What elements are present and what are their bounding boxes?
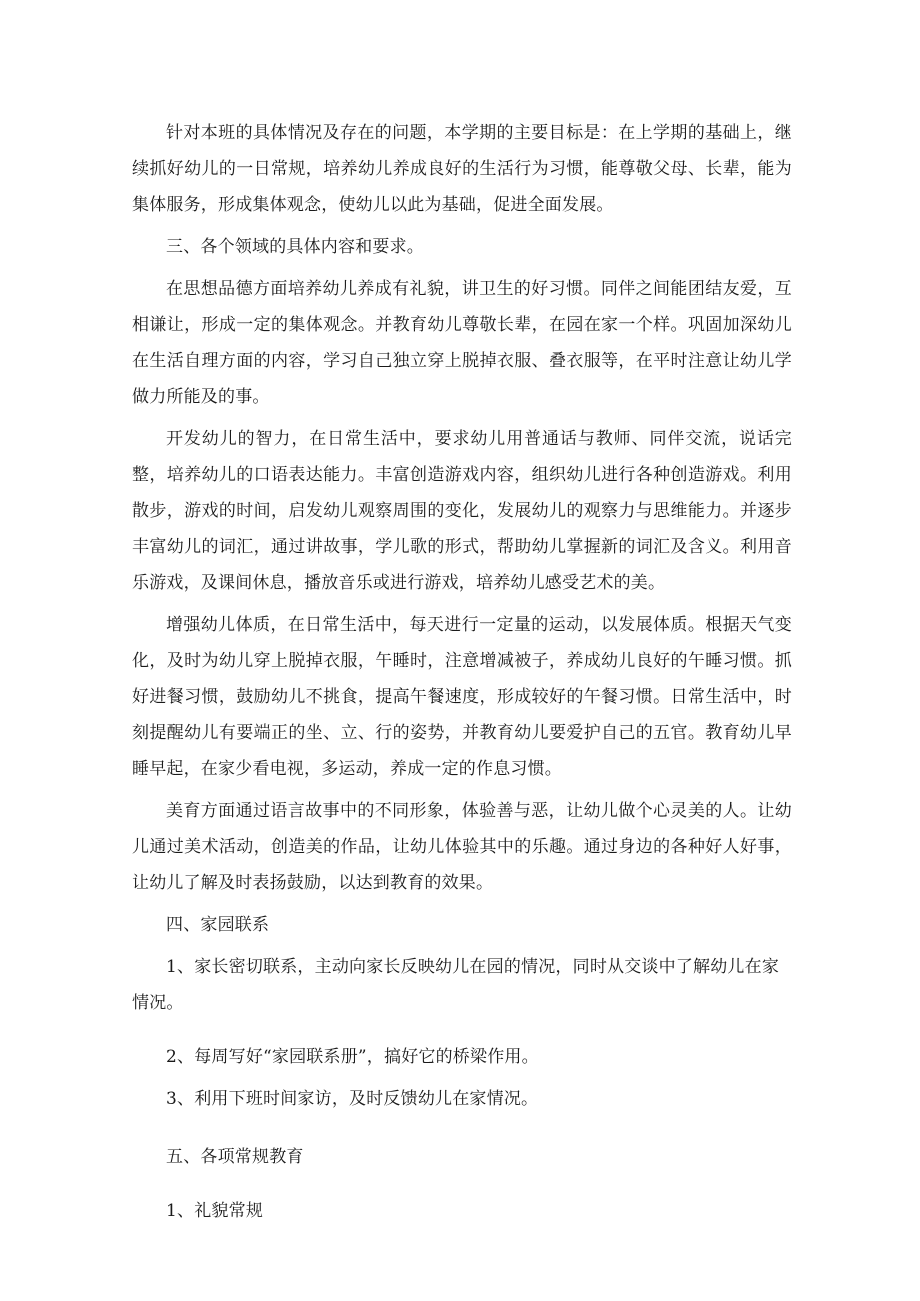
section-heading-domains: 三、各个领域的具体内容和要求。 — [166, 237, 424, 257]
paragraph-physical-health: 增强幼儿体质，在日常生活中，每天进行一定量的运动，以发展体质。根据天气变化，及时为幼儿穿上脱掉衣服，午睡时，注意增减被子，养成幼儿良好的午睡习惯。抓好进餐习惯，鼓励幼儿不挑食，提高午餐速度，形成较好的午餐习惯。日常生活中，时刻提醒幼儿有要端正的坐、立、行的姿势，并教育幼儿要爱护自己的五官。教育幼儿早睡早起，在家少看电视，多运动，养成一定的作息习惯。 — [132, 615, 792, 779]
list-item-parent-contact: 1、家长密切联系，主动向家长反映幼儿在园的情况，同时从交谈中了解幼儿在家情况。 — [132, 957, 780, 1013]
list-item-courtesy-routine: 1、礼貌常规 — [166, 1201, 264, 1221]
paragraph-goals: 针对本班的具体情况及存在的问题，本学期的主要目标是：在上学期的基础上，继续抓好幼儿的一日常规，培养幼儿养成良好的生活行为习惯，能尊敬父母、长辈，能为集体服务，形成集体观念，使幼儿以此为基础，促进全面发展。 — [132, 123, 792, 215]
section-heading-routine-education: 五、各项常规教育 — [166, 1147, 304, 1167]
paragraph-moral-education: 在思想品德方面培养幼儿养成有礼貌，讲卫生的好习惯。同伴之间能团结友爱，互相谦让，形成一定的集体观念。并教育幼儿尊敬长辈，在园在家一个样。巩固加深幼儿在生活自理方面的内容，学习自己独立穿上脱掉衣服、叠衣服等，在平时注意让幼儿学做力所能及的事。 — [132, 279, 792, 407]
list-item-home-visit: 3、利用下班时间家访，及时反馈幼儿在家情况。 — [166, 1089, 539, 1109]
paragraph-aesthetic-education: 美育方面通过语言故事中的不同形象，体验善与恶，让幼儿做个心灵美的人。让幼儿通过美术活动，创造美的作品，让幼儿体验其中的乐趣。通过身边的各种好人好事，让幼儿了解及时表扬鼓励，以达到教育的效果。 — [132, 801, 792, 893]
paragraph-intellectual-development: 开发幼儿的智力，在日常生活中，要求幼儿用普通话与教师、同伴交流，说话完整，培养幼儿的口语表达能力。丰富创造游戏内容，组织幼儿进行各种创造游戏。利用散步，游戏的时间，启发幼儿观察周围的变化，发展幼儿的观察力与思维能力。并逐步丰富幼儿的词汇，通过讲故事，学儿歌的形式，帮助幼儿掌握新的词汇及含义。利用音乐游戏，及课间休息，播放音乐或进行游戏，培养幼儿感受艺术的美。 — [132, 429, 792, 593]
list-item-contact-book: 2、每周写好“家园联系册”，搞好它的桥梁作用。 — [166, 1047, 539, 1067]
document-body — [132, 115, 792, 1235]
section-heading-home-school: 四、家园联系 — [166, 915, 270, 935]
